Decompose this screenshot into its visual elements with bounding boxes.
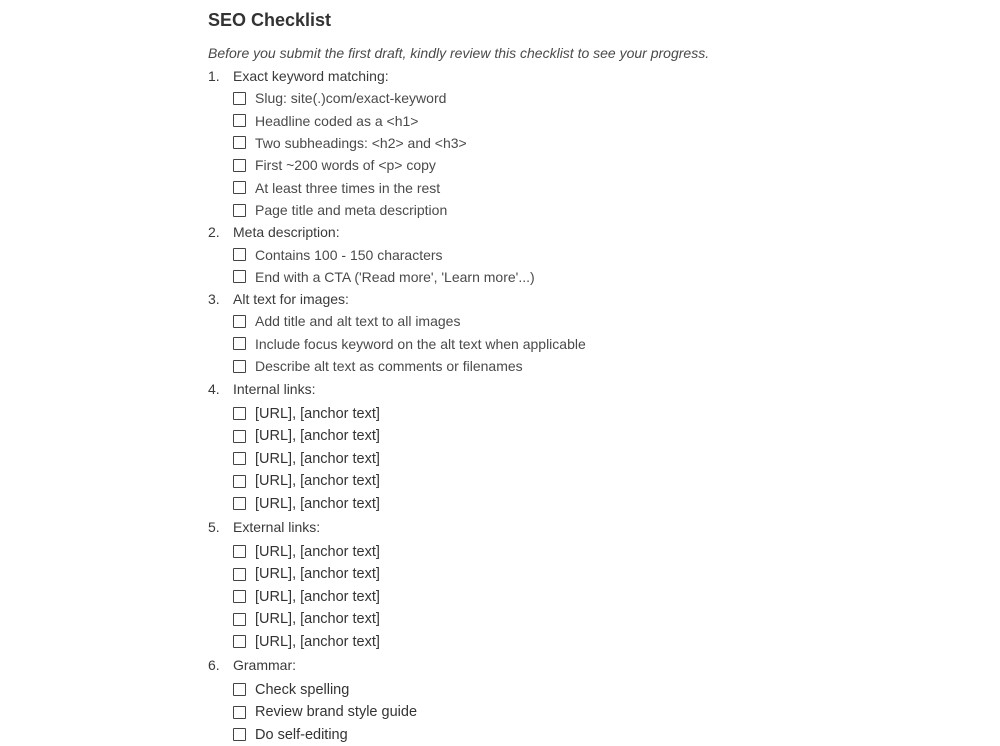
section-number: 3. — [208, 291, 220, 308]
section-heading — [208, 377, 968, 402]
section-heading — [208, 221, 968, 243]
checklist-item — [233, 723, 968, 746]
checkbox[interactable] — [233, 683, 246, 696]
checklist-item-label: [URL], [anchor text] — [255, 633, 380, 650]
checklist-item — [233, 310, 968, 332]
checkbox[interactable] — [233, 545, 246, 558]
checklist-item-label: [URL], [anchor text] — [255, 473, 380, 490]
checklist-item — [233, 540, 968, 563]
checkbox[interactable] — [233, 635, 246, 648]
checkbox[interactable] — [233, 497, 246, 510]
checkbox[interactable] — [233, 360, 246, 373]
section-heading — [208, 65, 968, 87]
checklist-item-label: [URL], [anchor text] — [255, 588, 380, 605]
document — [208, 8, 968, 746]
checkbox[interactable] — [233, 204, 246, 217]
checkbox[interactable] — [233, 568, 246, 581]
checklist-items — [208, 540, 968, 653]
checkbox[interactable] — [233, 114, 246, 127]
checkbox[interactable] — [233, 92, 246, 105]
intro-text: Before you submit the first draft, kindly review this checklist to see your progress. — [208, 45, 710, 61]
checklist-item-label: Headline coded as a <h1> — [255, 112, 419, 129]
checklist-item-label: [URL], [anchor text] — [255, 405, 380, 422]
section-heading — [208, 653, 968, 678]
checklist-item — [233, 355, 968, 377]
section-number: 6. — [208, 657, 220, 674]
section-heading — [208, 515, 968, 540]
checklist-item — [233, 177, 968, 199]
checklist-item-label: [URL], [anchor text] — [255, 566, 380, 583]
section-label: Alt text for images: — [233, 291, 349, 308]
section-label: Meta description: — [233, 224, 340, 241]
section-label: Grammar: — [233, 657, 296, 674]
checklist-item — [233, 608, 968, 631]
checklist-item — [233, 447, 968, 470]
checklist-items — [208, 402, 968, 515]
checklist-item — [233, 493, 968, 516]
checkbox[interactable] — [233, 407, 246, 420]
checklist-item — [233, 109, 968, 131]
page-title: SEO Checklist — [208, 10, 332, 30]
checklist-item-label: Check spelling — [255, 681, 350, 698]
checklist-section — [208, 653, 968, 746]
checkbox[interactable] — [233, 159, 246, 172]
checklist-item-label: [URL], [anchor text] — [255, 450, 380, 467]
checkbox[interactable] — [233, 430, 246, 443]
checkbox[interactable] — [233, 248, 246, 261]
checklist-item-label: [URL], [anchor text] — [255, 428, 380, 445]
checklist-item-label: First ~200 words of <p> copy — [255, 157, 436, 174]
checklist-item — [233, 402, 968, 425]
checklist-item-label: [URL], [anchor text] — [255, 495, 380, 512]
checklist-item-label: Page title and meta description — [255, 202, 448, 219]
checklist-item — [233, 154, 968, 176]
checklist-item-label: Review brand style guide — [255, 704, 418, 721]
checklist-item-label: Two subheadings: <h2> and <h3> — [255, 134, 467, 151]
checklist-item — [233, 199, 968, 221]
section-number: 2. — [208, 224, 220, 241]
checklist-item-label: Contains 100 - 150 characters — [255, 246, 443, 263]
section-label: Exact keyword matching: — [233, 68, 389, 84]
checkbox[interactable] — [233, 181, 246, 194]
checklist-section — [208, 221, 968, 288]
checklist-item-label: Do self-editing — [255, 726, 348, 743]
checklist-item — [233, 631, 968, 654]
checklist-item-label: Describe alt text as comments or filenames — [255, 358, 523, 375]
checkbox[interactable] — [233, 590, 246, 603]
checklist-item — [233, 425, 968, 448]
checklist-item — [233, 563, 968, 586]
checklist-item-label: Add title and alt text to all images — [255, 313, 461, 330]
checklist-items — [208, 678, 968, 746]
section-heading — [208, 288, 968, 310]
checklist-item — [233, 470, 968, 493]
section-number: 1. — [208, 68, 220, 84]
checkbox[interactable] — [233, 613, 246, 626]
checklist-section — [208, 377, 968, 515]
checklist-item — [233, 87, 968, 109]
checklist-item-label: Include focus keyword on the alt text when applicable — [255, 335, 586, 352]
checklist-section — [208, 65, 968, 221]
checklist-section — [208, 288, 968, 377]
checklist-items — [208, 87, 968, 221]
checklist-item-label: Slug: site(.)com/exact-keyword — [255, 90, 447, 107]
checkbox[interactable] — [233, 452, 246, 465]
checklist-item — [233, 243, 968, 265]
section-number: 4. — [208, 381, 220, 398]
checklist-item-label: [URL], [anchor text] — [255, 543, 380, 560]
section-number: 5. — [208, 519, 220, 536]
checklist-item-label: End with a CTA ('Read more', 'Learn more'...) — [255, 268, 535, 285]
checklist-items — [208, 243, 968, 288]
checkbox[interactable] — [233, 315, 246, 328]
checklist-item — [233, 678, 968, 701]
checklist-item — [233, 333, 968, 355]
checklist-item — [233, 266, 968, 288]
checkbox[interactable] — [233, 475, 246, 488]
checklist-item-label: [URL], [anchor text] — [255, 611, 380, 628]
checklist-item-label: At least three times in the rest — [255, 179, 441, 196]
checkbox[interactable] — [233, 270, 246, 283]
section-label: External links: — [233, 519, 321, 536]
section-label: Internal links: — [233, 381, 316, 398]
checklist-section — [208, 515, 968, 653]
checkbox[interactable] — [233, 728, 246, 741]
checkbox[interactable] — [233, 337, 246, 350]
checklist — [208, 65, 968, 746]
checklist-items — [208, 310, 968, 377]
checklist-item — [233, 701, 968, 724]
checkbox[interactable] — [233, 136, 246, 149]
checklist-item — [233, 132, 968, 154]
checkbox[interactable] — [233, 706, 246, 719]
checklist-item — [233, 585, 968, 608]
